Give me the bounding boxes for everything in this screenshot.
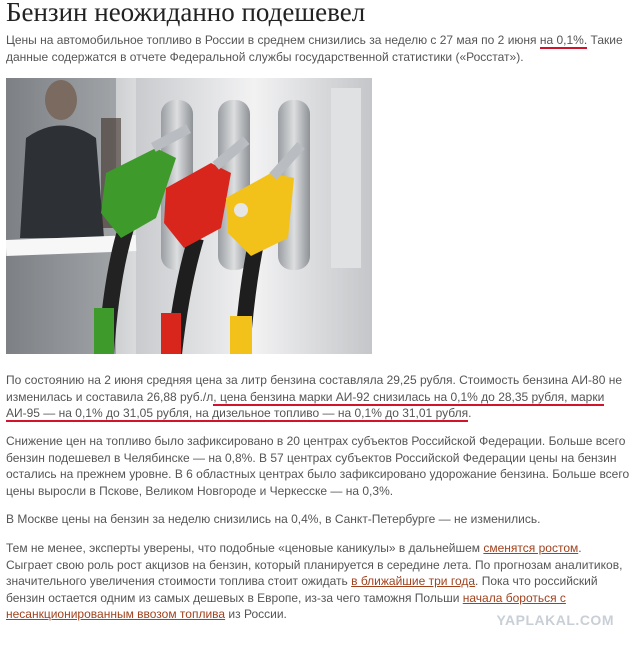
link-price-growth[interactable]: сменятся ростом [483, 541, 579, 555]
link-poland-customs[interactable]: начала бороться с несанкционированным ввозом топлива [6, 590, 566, 621]
intro-highlight: на 0,1%. [539, 33, 588, 47]
site-watermark: YAPLAKAL.COM [496, 612, 614, 628]
intro-text: Цены на автомобильное топливо в России в среднем снизились за неделю с 27 мая по 2 июня [6, 33, 540, 47]
fuel-nozzles-image [6, 78, 372, 354]
article-title: Бензин неожиданно подешевел [6, 0, 366, 27]
forecast-text-4: из России. [225, 607, 287, 621]
forecast-text-2: . Сыграет свою роль рост акцизов на бензин, который планируется в середине лета. По прогнозам аналитиков, значительного увеличения стоимости топлива стоит ожидать [6, 541, 623, 588]
moscow-paragraph: В Москве цены на бензин за неделю снизились на 0,4%, в Санкт-Петербурге — не изменились. [6, 512, 541, 526]
prices-text: По состоянию на 2 июня средняя цена за литр бензина составляла 29,25 рубля. Стоимость бензина АИ-80 не изменилась и составила 26,88 руб./л [6, 373, 623, 404]
forecast-paragraph [6, 540, 631, 623]
regions-paragraph: Снижение цен на топливо было зафиксировано в 20 центрах субъектов Российской Федерации. Больше всего бензин подешевел в Челябинске — на 0,8%. В 57 центрах субъектов Российской Федерации цены на бензин остались на прежнем уровне. В 6 областных центрах было зафиксировано удорожание бензина. Больше всего цены выросли в Пскове, Великом Новгороде и Черкесске — на 0,3%. [6, 434, 630, 498]
prices-paragraph [6, 372, 631, 422]
intro-text-end: Такие данные содержатся в отчете Федеральной службы государственной статистики («Росстат»). [6, 33, 623, 64]
forecast-text-3: . Пока что российский бензин остается одним из самых дешевых в Европе, из-за чего таможня Польши [6, 574, 598, 605]
forecast-text-1: Тем не менее, эксперты уверены, что подобные «ценовые каникулы» в дальнейшем [6, 541, 484, 555]
fuel-nozzles-photo [6, 78, 372, 354]
intro-paragraph [6, 32, 631, 65]
prices-text-end: . [468, 406, 472, 420]
link-three-years[interactable]: в ближайшие три года [351, 574, 476, 588]
prices-highlight: , цена бензина марки АИ-92 снизилась на 0,1% до 28,35 рубля, марки АИ-95 — на 0,1% до 31,05 рубля, на дизельное топливо — на 0,1% до 31,01 рубля [6, 389, 605, 420]
